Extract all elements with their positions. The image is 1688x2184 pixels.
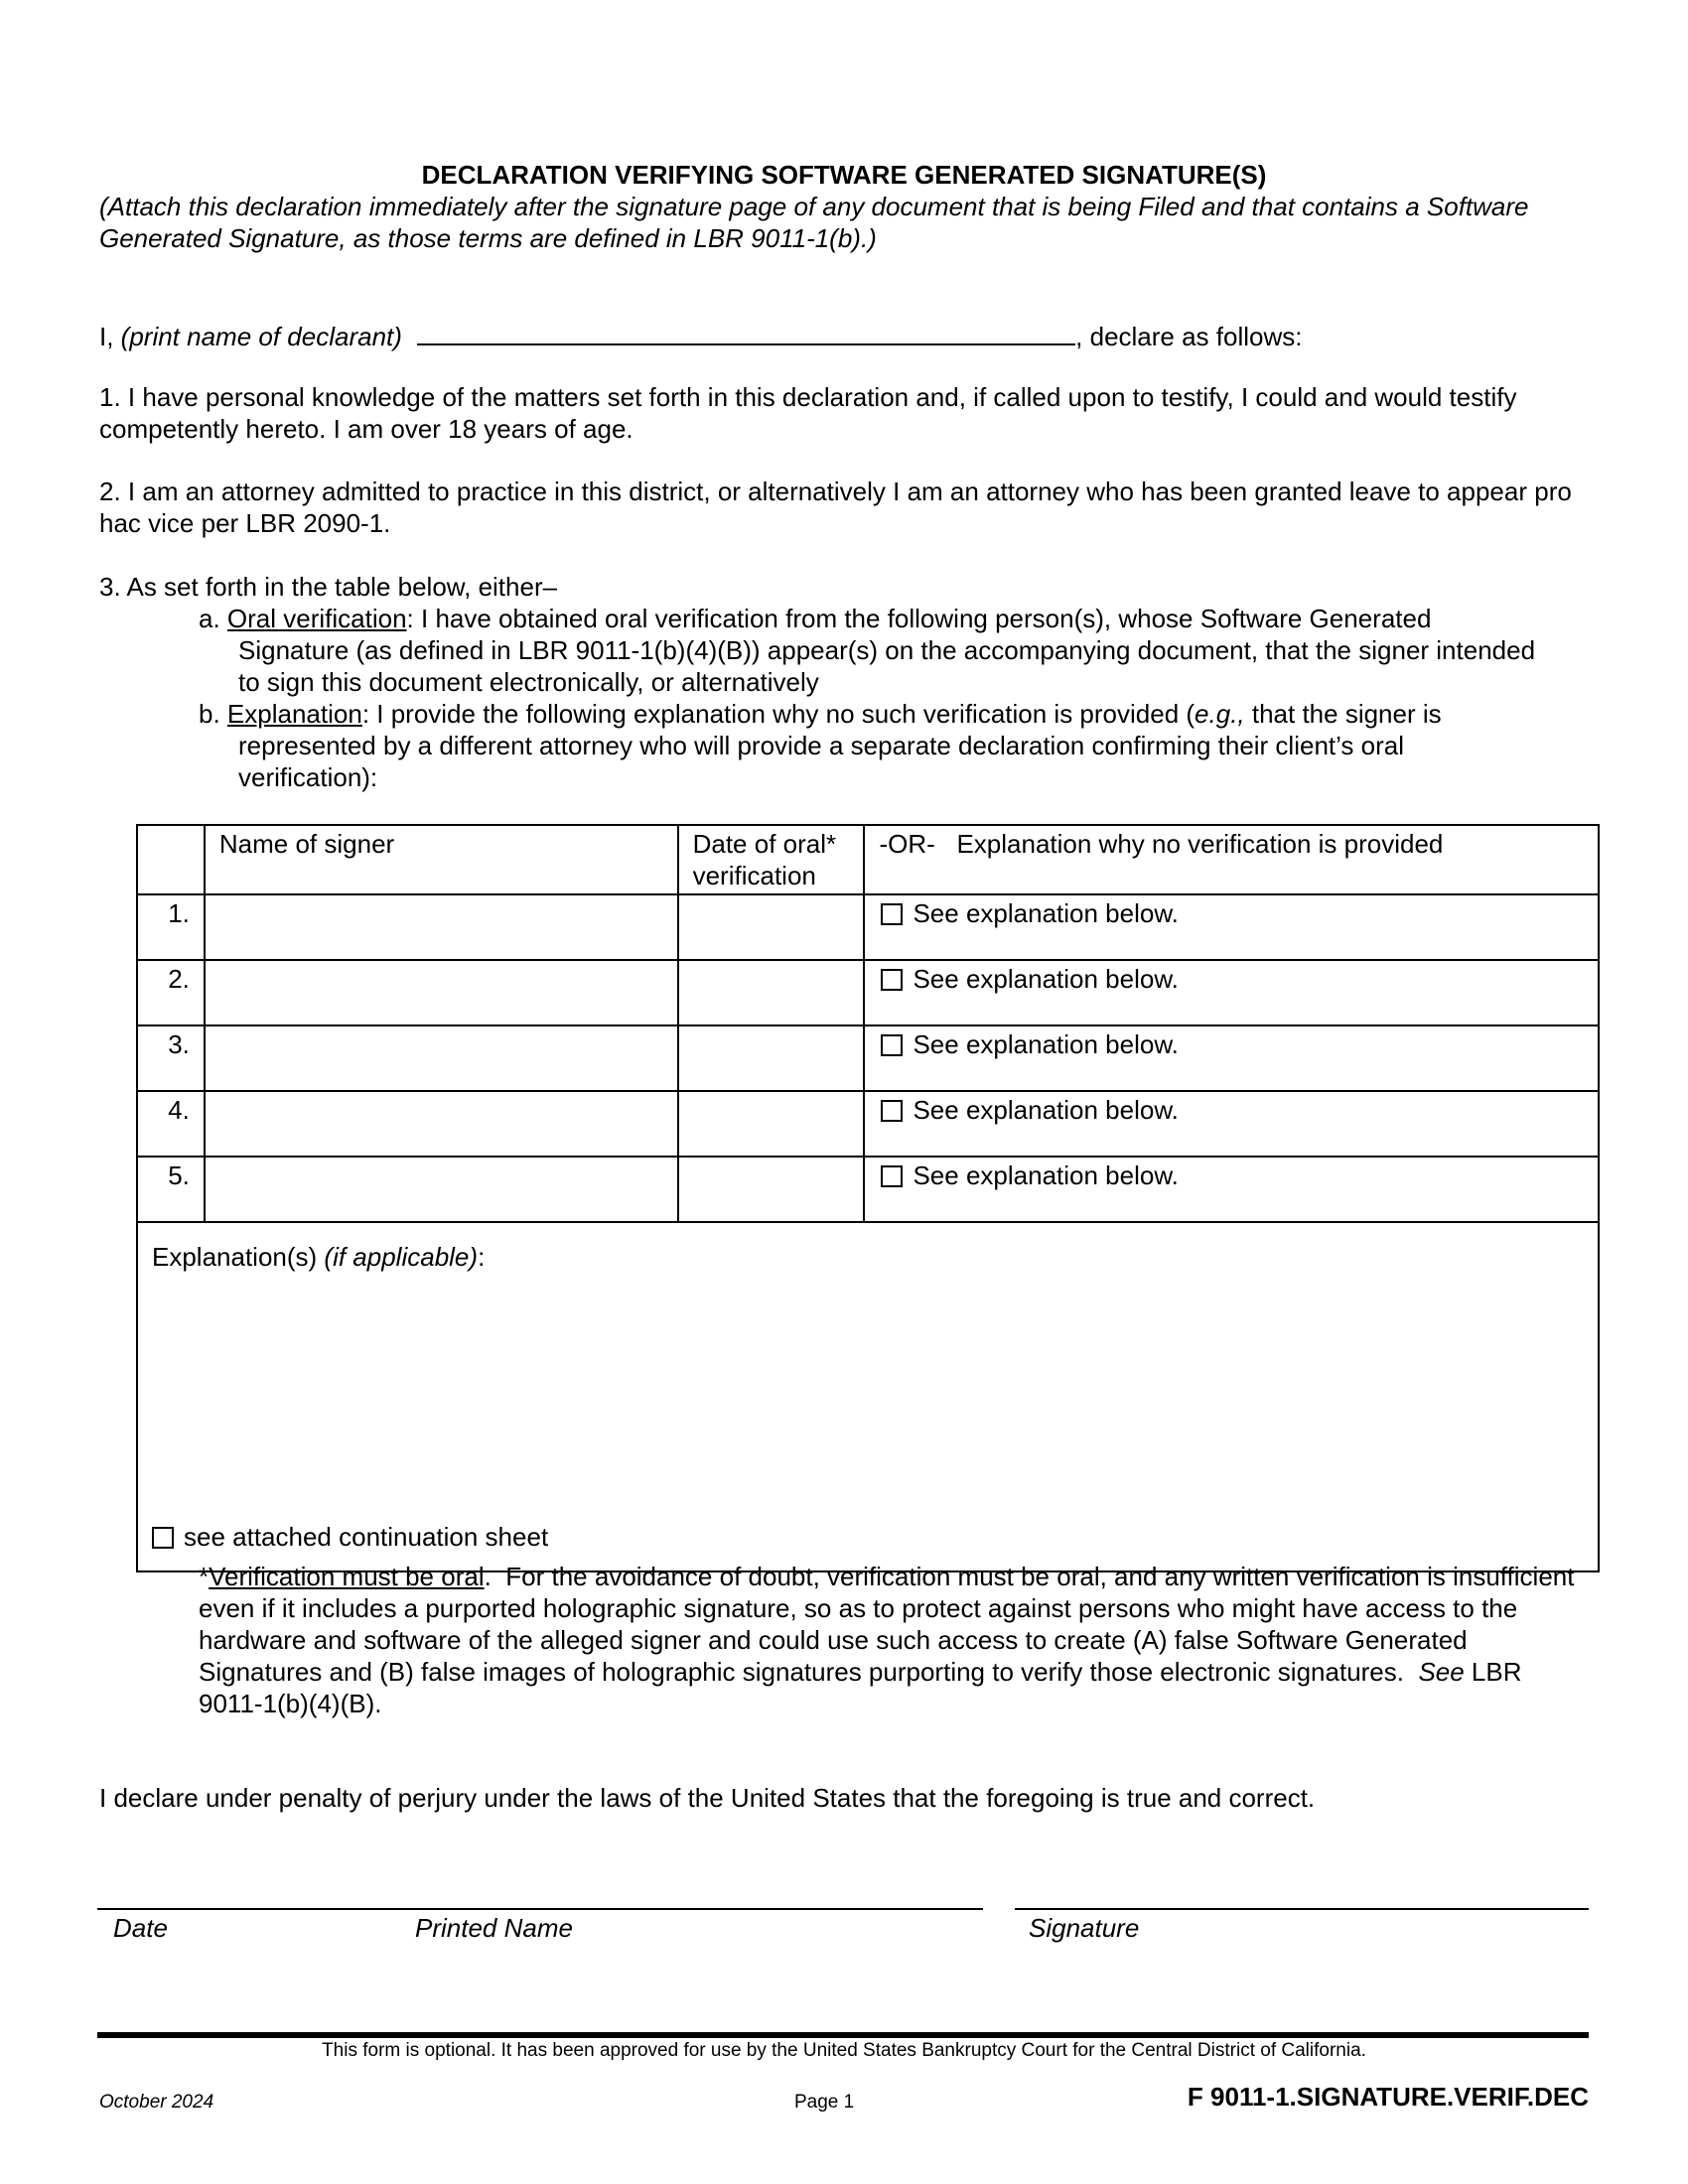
verification-date-field[interactable] xyxy=(678,1091,865,1157)
note-body: . For the avoidance of doubt, verification must be oral, and any written verification is insufficient even if it includes a purported holographic signature, so as to protect against persons who might have access to the hardware and software of the alleged signer and could use such access to create (A) false Software Generated Signatures and (B) false images of holographic signatures purporting to verify those electronic signatures. xyxy=(199,1562,1582,1687)
row-number: 3. xyxy=(137,1025,205,1091)
option-b-line1a: : I provide the following explanation why no such verification is provided ( xyxy=(361,699,1196,729)
table-row xyxy=(137,1091,1599,1157)
option-a xyxy=(199,603,1549,698)
see-explanation-checkbox[interactable] xyxy=(881,969,903,991)
page-title: DECLARATION VERIFYING SOFTWARE GENERATED SIGNATURE(S) xyxy=(421,160,1267,190)
explanation-option xyxy=(864,1025,1599,1091)
continuation-sheet-checkbox[interactable] xyxy=(152,1527,174,1549)
explanation-hint: (if applicable) xyxy=(324,1242,479,1272)
declarant-suffix: , declare as follows: xyxy=(1075,322,1303,351)
see-explanation-label: See explanation below. xyxy=(913,964,1179,994)
explanation-row xyxy=(137,1222,1599,1571)
signer-name-field[interactable] xyxy=(205,1025,678,1091)
header-name: Name of signer xyxy=(205,825,678,894)
row-number: 4. xyxy=(137,1091,205,1157)
row-number: 5. xyxy=(137,1157,205,1222)
explanation-field[interactable] xyxy=(137,1222,1599,1571)
declarant-label: (print name of declarant) xyxy=(120,322,402,351)
option-b-heading: Explanation xyxy=(226,699,362,729)
see-explanation-label: See explanation below. xyxy=(913,1160,1179,1190)
see-explanation-label: See explanation below. xyxy=(913,898,1179,928)
header-date: Date of oral* verification xyxy=(678,825,865,894)
see-explanation-checkbox[interactable] xyxy=(881,1165,903,1187)
verification-date-field[interactable] xyxy=(678,894,865,960)
verification-date-field[interactable] xyxy=(678,960,865,1025)
signer-name-field[interactable] xyxy=(205,1157,678,1222)
table-row xyxy=(137,894,1599,960)
date-label: Date xyxy=(113,1913,168,1943)
table-header-row xyxy=(137,825,1599,894)
signer-name-field[interactable] xyxy=(205,1091,678,1157)
note-heading: Verification must be oral xyxy=(209,1562,485,1591)
footer-notice: This form is optional. It has been approved for use by the United States Bankruptcy Court for the Central District of California. xyxy=(322,2040,1366,2061)
continuation-sheet-label: see attached continuation sheet xyxy=(184,1522,549,1552)
table-row xyxy=(137,1157,1599,1222)
see-explanation-label: See explanation below. xyxy=(913,1029,1179,1059)
date-name-signature-line[interactable] xyxy=(97,1908,983,1910)
printed-name-label: Printed Name xyxy=(415,1913,573,1943)
declarant-line xyxy=(99,318,1302,352)
option-a-heading: Oral verification xyxy=(226,604,407,633)
oral-verification-note xyxy=(199,1561,1589,1719)
signer-name-field[interactable] xyxy=(205,894,678,960)
footer-form-id: F 9011-1.SIGNATURE.VERIF.DEC xyxy=(1187,2082,1589,2112)
verification-date-field[interactable] xyxy=(678,1157,865,1222)
table-row xyxy=(137,960,1599,1025)
signer-name-field[interactable] xyxy=(205,960,678,1025)
option-a-line1: : I have obtained oral verification from the following person(s), whose Software Generated xyxy=(406,604,1432,633)
option-a-prefix: a. xyxy=(199,604,227,633)
explanation-label-text: Explanation(s) xyxy=(152,1242,325,1272)
table-row xyxy=(137,1025,1599,1091)
intro-instructions: (Attach this declaration immediately after the signature page of any document that is being Filed and that contains a Software Generated Signature, as those terms are defined in LBR 9011-1(b).) xyxy=(99,192,1529,253)
see-explanation-checkbox[interactable] xyxy=(881,1100,903,1122)
option-b xyxy=(199,698,1549,793)
declarant-name-field[interactable] xyxy=(417,318,1075,345)
option-b-prefix: b. xyxy=(199,699,227,729)
see-explanation-checkbox[interactable] xyxy=(881,1034,903,1056)
see-explanation-checkbox[interactable] xyxy=(881,903,903,925)
header-number xyxy=(137,825,205,894)
footer-divider xyxy=(97,2032,1589,2038)
row-number: 2. xyxy=(137,960,205,1025)
declarant-prefix: I, xyxy=(99,322,121,351)
paragraph-2: 2. I am an attorney admitted to practice in this district, or alternatively I am an attorney who has been granted leave to appear pro hac vice per LBR 2090-1. xyxy=(99,477,1572,538)
explanation-colon: : xyxy=(478,1242,486,1272)
footer-page-number: Page 1 xyxy=(794,2092,855,2113)
explanation-option xyxy=(864,960,1599,1025)
row-number: 1. xyxy=(137,894,205,960)
note-asterisk: * xyxy=(199,1562,210,1591)
explanation-option xyxy=(864,1157,1599,1222)
explanation-label xyxy=(152,1241,485,1273)
explanation-option xyxy=(864,1091,1599,1157)
option-b-line1b: that the signer is xyxy=(1244,699,1442,729)
note-reference: LBR 9011-1(b)(4)(B). xyxy=(199,1657,1522,1718)
signature-line[interactable] xyxy=(1015,1908,1589,1910)
footer-date: October 2024 xyxy=(99,2092,214,2113)
verification-date-field[interactable] xyxy=(678,1025,865,1091)
signer-table xyxy=(136,824,1600,1572)
continuation-option xyxy=(152,1521,548,1553)
header-or-explanation: -OR- Explanation why no verification is provided xyxy=(864,825,1599,894)
signature-label: Signature xyxy=(1029,1913,1140,1943)
note-see: See xyxy=(1418,1657,1465,1687)
explanation-option xyxy=(864,894,1599,960)
option-b-rest: represented by a different attorney who will provide a separate declaration confirming their client’s oral verification): xyxy=(238,731,1405,792)
paragraph-1: 1. I have personal knowledge of the matters set forth in this declaration and, if called upon to testify, I could and would testify competently hereto. I am over 18 years of age. xyxy=(99,382,1517,444)
see-explanation-label: See explanation below. xyxy=(913,1095,1179,1125)
option-b-eg: e.g., xyxy=(1195,699,1245,729)
paragraph-3: 3. As set forth in the table below, either– xyxy=(99,572,558,602)
perjury-statement: I declare under penalty of perjury under the laws of the United States that the foregoing is true and correct. xyxy=(99,1783,1316,1813)
option-a-rest: Signature (as defined in LBR 9011-1(b)(4)(B)) appear(s) on the accompanying document, that the signer intended to sign this document electronically, or alternatively xyxy=(238,635,1536,697)
